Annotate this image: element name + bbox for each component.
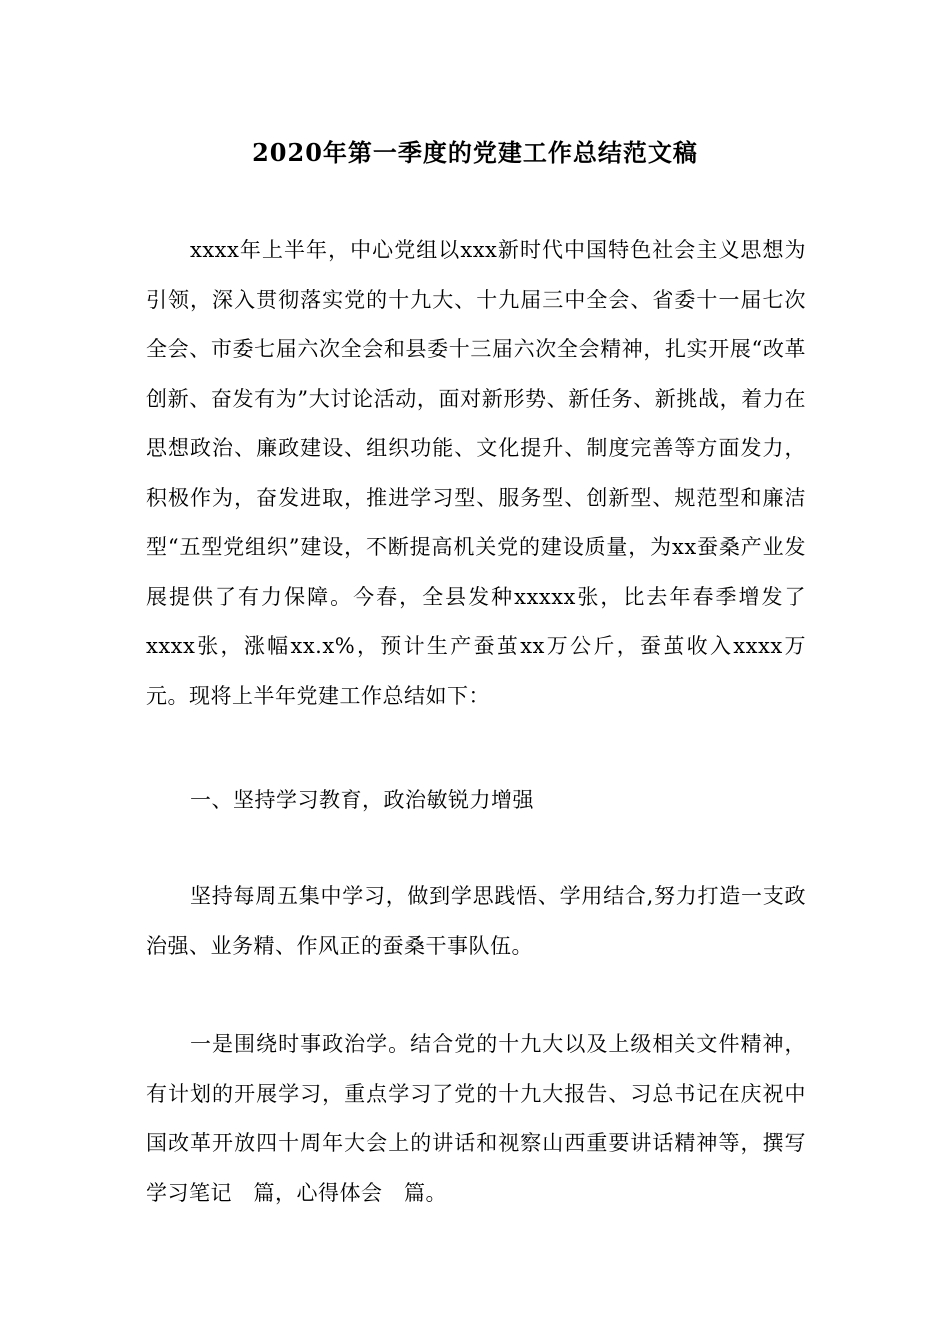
- section-heading: 一、坚持学习教育，政治敏锐力增强: [190, 788, 534, 812]
- document-title: 2020年第一季度的党建工作总结范文稿: [252, 138, 698, 167]
- section-paragraph: 坚持每周五集中学习，做到学思践悟、学用结合,努力打造一支政治强、业务精、作风正的蚕桑干事队伍。: [146, 884, 806, 958]
- item-paragraph: 一是围绕时事政治学。结合党的十九大以及上级相关文件精神，有计划的开展学习，重点学习了党的十九大报告、习总书记在庆祝中国改革开放四十周年大会上的讲话和视察山西重要讲话精神等，撰写学习笔记 篇，心得体会 篇。: [146, 1032, 806, 1205]
- intro-paragraph: xxxx年上半年，中心党组以xxx新时代中国特色社会主义思想为引领，深入贯彻落实党的十九大、十九届三中全会、省委十一届七次全会、市委七届六次全会和县委十三届六次全会精神，扎实开展“改革创新、奋发有为”大讨论活动，面对新形势、新任务、新挑战，着力在思想政治、廉政建设、组织功能、文化提升、制度完善等方面发力，积极作为，奋发进取，推进学习型、服务型、创新型、规范型和廉洁型“五型党组织”建设，不断提高机关党的建设质量，为xx蚕桑产业发展提供了有力保障。今春，全县发种xxxxx张，比去年春季增发了xxxx张，涨幅xx.x%，预计生产蚕茧xx万公斤，蚕茧收入xxxx万元。现将上半年党建工作总结如下：: [146, 238, 806, 708]
